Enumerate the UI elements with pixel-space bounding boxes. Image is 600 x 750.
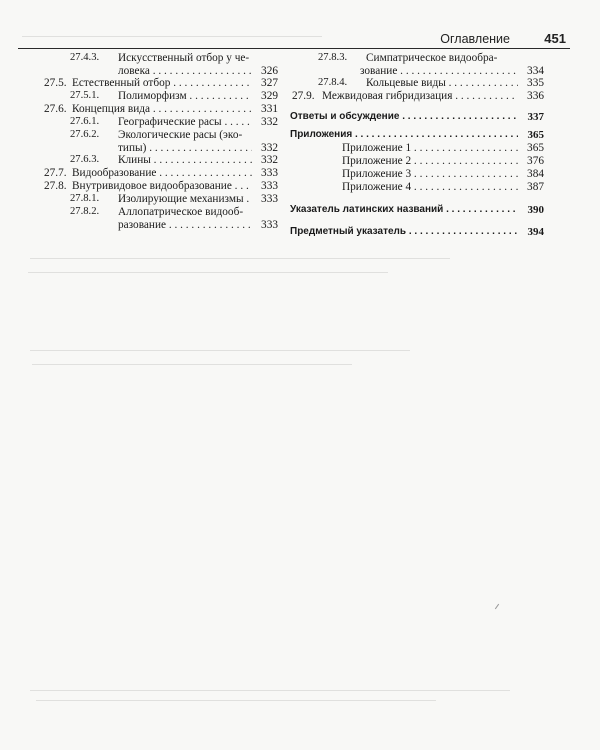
scan-ghost bbox=[30, 350, 410, 351]
toc-entry[interactable] bbox=[44, 180, 278, 192]
toc-appendix-page: 387 bbox=[527, 181, 544, 193]
toc-entry-number: 27.6. bbox=[44, 103, 67, 115]
toc-entry-page: 329 bbox=[261, 90, 278, 102]
toc-entry-page: 333 bbox=[261, 193, 278, 205]
scan-ghost bbox=[28, 272, 388, 273]
toc-section-answers[interactable] bbox=[290, 111, 544, 123]
toc-appendix-page: 376 bbox=[527, 155, 544, 167]
toc-right-column bbox=[290, 52, 544, 239]
toc-entry-number: 27.8.2. bbox=[70, 206, 100, 217]
toc-entry-title: Изолирующие механизмы bbox=[118, 193, 244, 205]
toc-index-page: 394 bbox=[527, 226, 544, 238]
toc-entry[interactable] bbox=[44, 206, 278, 218]
toc-entry-page: 332 bbox=[261, 142, 278, 154]
toc-entry-title: Искусственный отбор у че- bbox=[118, 52, 250, 64]
toc-entry[interactable] bbox=[44, 116, 278, 128]
toc-entry-number: 27.9. bbox=[292, 90, 315, 102]
toc-entry-page: 332 bbox=[261, 116, 278, 128]
toc-appendix-page: 384 bbox=[527, 168, 544, 180]
toc-entry-number: 27.7. bbox=[44, 167, 67, 179]
header-title: Оглавление bbox=[440, 32, 510, 46]
scan-speck bbox=[495, 604, 499, 609]
toc-entry-number: 27.6.2. bbox=[70, 129, 100, 140]
toc-entry[interactable] bbox=[44, 90, 278, 102]
toc-entry-continuation[interactable] bbox=[290, 65, 544, 77]
toc-entry-page: 333 bbox=[261, 219, 278, 231]
toc-entry-page: 333 bbox=[261, 167, 278, 179]
toc-entry-title: Межвидовая гибридизация bbox=[322, 90, 453, 102]
toc-entry-number: 27.6.1. bbox=[70, 116, 100, 127]
toc-entry-number: 27.8.3. bbox=[318, 52, 348, 63]
toc-entry-title-cont: разование bbox=[118, 219, 167, 231]
toc-entry-title: Концепция вида bbox=[72, 103, 151, 115]
scan-ghost bbox=[30, 258, 450, 259]
toc-entry-title: Полиморфизм bbox=[118, 90, 187, 102]
toc-entry-number: 27.5.1. bbox=[70, 90, 100, 101]
toc-entry-page: 335 bbox=[527, 77, 544, 89]
toc-appendix-page: 365 bbox=[527, 142, 544, 154]
toc-entry-title-cont: зование bbox=[360, 65, 398, 77]
toc-entry-continuation[interactable] bbox=[44, 219, 278, 231]
toc-entry-title: Внутривидовое видообразование bbox=[72, 180, 232, 192]
toc-appendix-3[interactable] bbox=[290, 168, 544, 180]
toc-index-subject[interactable] bbox=[290, 226, 544, 238]
toc-appendix-4[interactable] bbox=[290, 181, 544, 193]
toc-entry-title-cont: ловека bbox=[118, 65, 150, 77]
toc-section-title: Приложения bbox=[290, 129, 353, 140]
toc-entry-continuation[interactable] bbox=[44, 142, 278, 154]
toc-entry-title: Аллопатрическое видооб- bbox=[118, 206, 244, 218]
toc-appendix-2[interactable] bbox=[290, 155, 544, 167]
toc-entry-number: 27.6.3. bbox=[70, 154, 100, 165]
toc-entry-title: Кольцевые виды bbox=[366, 77, 446, 89]
toc-entry-page: 334 bbox=[527, 65, 544, 77]
toc-entry-title-cont: типы) bbox=[118, 142, 147, 154]
toc-section-page: 337 bbox=[527, 111, 544, 123]
toc-entry[interactable] bbox=[44, 193, 278, 205]
toc-entry-number: 27.8.4. bbox=[318, 77, 348, 88]
toc-entry-page: 331 bbox=[261, 103, 278, 115]
toc-entry[interactable] bbox=[44, 167, 278, 179]
toc-entry-page: 336 bbox=[527, 90, 544, 102]
toc-entry-number: 27.4.3. bbox=[70, 52, 100, 63]
toc-entry[interactable] bbox=[44, 129, 278, 141]
scan-ghost bbox=[36, 700, 436, 701]
toc-index-title: Предметный указатель bbox=[290, 226, 407, 237]
toc-section-appendices[interactable] bbox=[290, 129, 544, 141]
toc-entry-title: Экологические расы (эко- bbox=[118, 129, 243, 141]
toc-appendix-title: Приложение 3 bbox=[342, 168, 412, 180]
toc-entry-title: Географические расы bbox=[118, 116, 222, 128]
scan-ghost bbox=[32, 364, 352, 365]
toc-section-page: 365 bbox=[527, 129, 544, 141]
toc-entry-page: 332 bbox=[261, 154, 278, 166]
toc-entry-continuation[interactable] bbox=[44, 65, 278, 77]
toc-entry[interactable] bbox=[44, 77, 278, 89]
header-page-number: 451 bbox=[544, 31, 566, 46]
toc-entry[interactable] bbox=[290, 90, 544, 102]
toc-entry-title: Симпатрическое видообра- bbox=[366, 52, 498, 64]
toc-appendix-title: Приложение 4 bbox=[342, 181, 412, 193]
toc-entry-title: Видообразование bbox=[72, 167, 157, 179]
running-header bbox=[18, 30, 570, 50]
toc-entry[interactable] bbox=[44, 52, 278, 64]
toc-entry-page: 333 bbox=[261, 180, 278, 192]
toc-appendix-title: Приложение 1 bbox=[342, 142, 412, 154]
toc-entry-page: 326 bbox=[261, 65, 278, 77]
toc-entry-title: Естественный отбор bbox=[72, 77, 171, 89]
toc-entry[interactable] bbox=[290, 52, 544, 64]
toc-entry-title: Клины bbox=[118, 154, 151, 166]
toc-index-latin[interactable] bbox=[290, 204, 544, 216]
toc-entry[interactable] bbox=[290, 77, 544, 89]
toc-appendix-title: Приложение 2 bbox=[342, 155, 412, 167]
toc-entry-number: 27.8.1. bbox=[70, 193, 100, 204]
toc-entry-number: 27.5. bbox=[44, 77, 67, 89]
toc-index-title: Указатель латинских названий bbox=[290, 204, 444, 215]
toc-section-title: Ответы и обсуждение bbox=[290, 111, 400, 122]
header-rule bbox=[18, 48, 570, 49]
toc-entry[interactable] bbox=[44, 103, 278, 115]
toc-entry-number: 27.8. bbox=[44, 180, 67, 192]
toc-left-column bbox=[44, 52, 278, 231]
toc-appendix-1[interactable] bbox=[290, 142, 544, 154]
toc-index-page: 390 bbox=[527, 204, 544, 216]
toc-entry[interactable] bbox=[44, 154, 278, 166]
toc-entry-page: 327 bbox=[261, 77, 278, 89]
scan-ghost bbox=[30, 690, 510, 691]
